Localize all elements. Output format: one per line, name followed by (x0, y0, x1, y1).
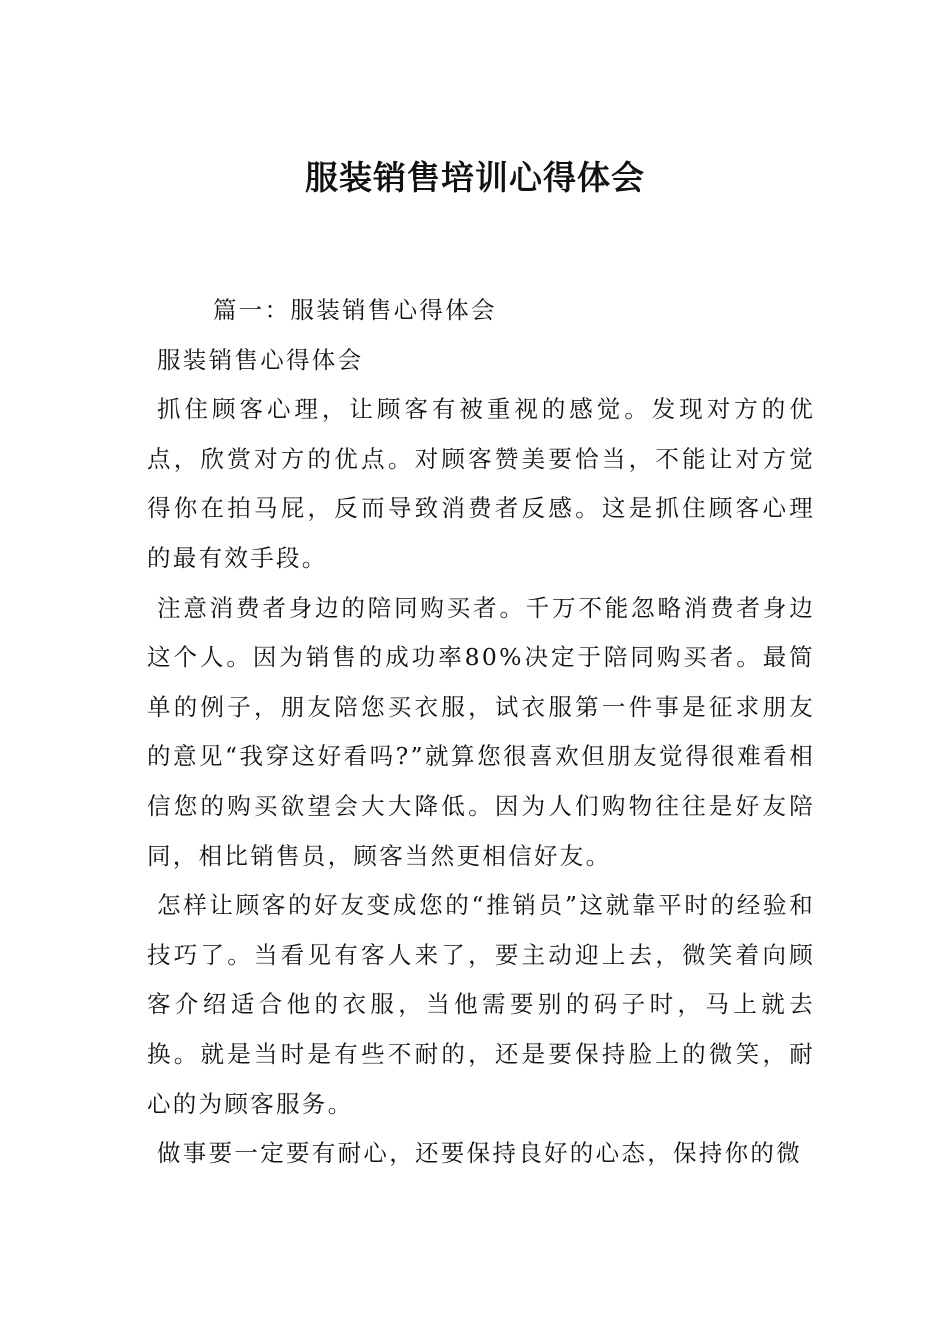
sub-heading: 服装销售心得体会 (157, 345, 364, 374)
paragraph: 怎样让顾客的好友变成您的“推销员”这就靠平时的经验和技巧了。当看见有客人来了，要主动迎上去，微笑着向顾客介绍适合他的衣服，当他需要别的码子时，马上就去换。就是当时是有些不耐的，还是要保持脸上的微笑，耐心的为顾客服务。 (147, 891, 815, 1118)
paragraph: 做事要一定要有耐心，还要保持良好的心态，保持你的微 (157, 1139, 802, 1168)
paragraph: 抓住顾客心理，让顾客有被重视的感觉。发现对方的优点，欣赏对方的优点。对顾客赞美要恰当，不能让对方觉得你在拍马屁，反而导致消费者反感。这是抓住顾客心理的最有效手段。 (147, 395, 815, 572)
paragraph: 注意消费者身边的陪同购买者。千万不能忽略消费者身边这个人。因为销售的成功率80%决定于陪同购买者。最简单的例子，朋友陪您买衣服，试衣服第一件事是征求朋友的意见“我穿这好看吗?”就算您很喜欢但朋友觉得很难看相信您的购买欲望会大大降低。因为人们购物往往是好友陪同，相比销售员，顾客当然更相信好友。 (147, 593, 815, 870)
section-heading: 篇一：服装销售心得体会 (213, 296, 497, 324)
document-body (147, 286, 815, 1179)
document-title: 服装销售培训心得体会 (305, 158, 645, 197)
